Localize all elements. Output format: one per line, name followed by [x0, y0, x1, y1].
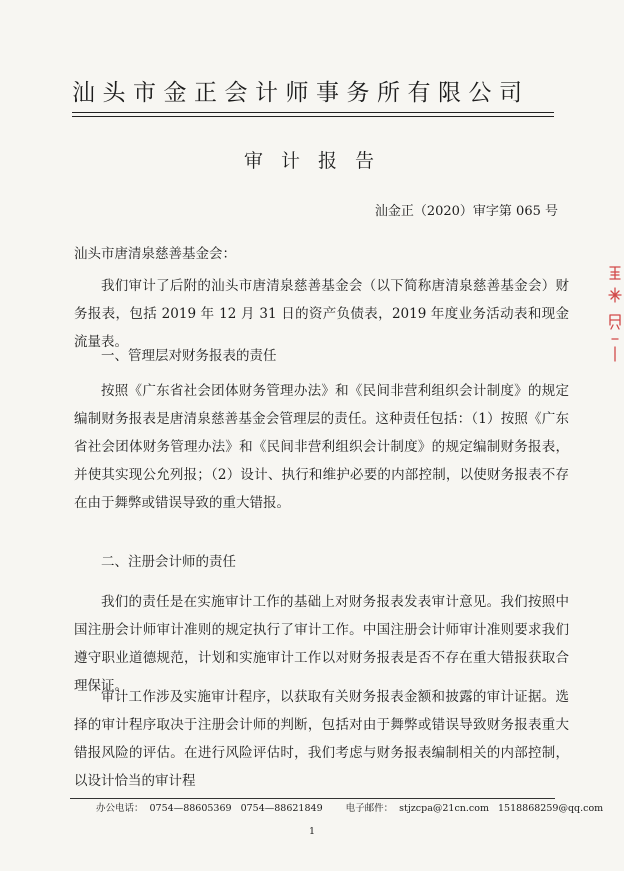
email-1: stjzcpa@21cn.com	[399, 803, 489, 814]
firm-name: 汕头市金正会计师事务所有限公司	[72, 80, 530, 106]
phone-number-2: 0754—88621849	[240, 803, 323, 814]
addressee: 汕头市唐清泉慈善基金会：	[74, 246, 236, 262]
section2-heading: 二、注册会计师的责任	[101, 554, 236, 570]
page-number: 1	[308, 826, 316, 837]
document-number: 汕金正（2020）审字第 065 号	[374, 204, 558, 219]
section2-paragraph-2: 审计工作涉及实施审计程序，以获取有关财务报表金额和披露的审计证据。选择的审计程序取决于注册会计师的判断，包括对由于舞弊或错误导致财务报表重大错报风险的评估。在进行风险评估时，我们考虑与财务报表编制相关的内部控制，以设计恰当的审计程	[74, 689, 569, 789]
email-2: 1518868259@qq.com	[498, 803, 604, 814]
footer-contact	[96, 802, 609, 816]
section1-paragraph: 按照《广东省社会团体财务管理办法》和《民间非营利组织会计制度》的规定编制财务报表是唐清泉慈善基金会管理层的责任。这种责任包括：（1）按照《广东省社会团体财务管理办法》和《民间非营利组织会计制度》的规定编制财务报表，并使其实现公允列报；（2）设计、执行和维护必要的内部控制，以使财务报表不存在由于舞弊或错误导致的重大错报。	[74, 383, 569, 511]
header-rule-bottom	[72, 116, 554, 117]
seal-stamp-icon	[606, 255, 624, 365]
phone-number-1: 0754—88605369	[149, 803, 232, 814]
email-label: 电子邮件：	[345, 803, 394, 814]
phone-label: 办公电话：	[96, 803, 144, 814]
intro-paragraph: 我们审计了后附的汕头市唐清泉慈善基金会（以下简称唐清泉慈善基金会）财务报表，包括 2019 年 12 月 31 日的资产负债表，2019 年度业务活动表和现金流量表。	[74, 278, 569, 350]
footer-rule	[70, 798, 555, 799]
section2-paragraph-1: 我们的责任是在实施审计工作的基础上对财务报表发表审计意见。我们按照中国注册会计师审计准则的规定执行了审计工作。中国注册会计师审计准则要求我们遵守职业道德规范，计划和实施审计工作以对财务报表是否不存在重大错报获取合理保证。	[74, 594, 569, 694]
section1-heading: 一、管理层对财务报表的责任	[101, 348, 277, 364]
report-title: 审 计 报 告	[243, 150, 381, 172]
header-rule-top	[72, 112, 554, 113]
